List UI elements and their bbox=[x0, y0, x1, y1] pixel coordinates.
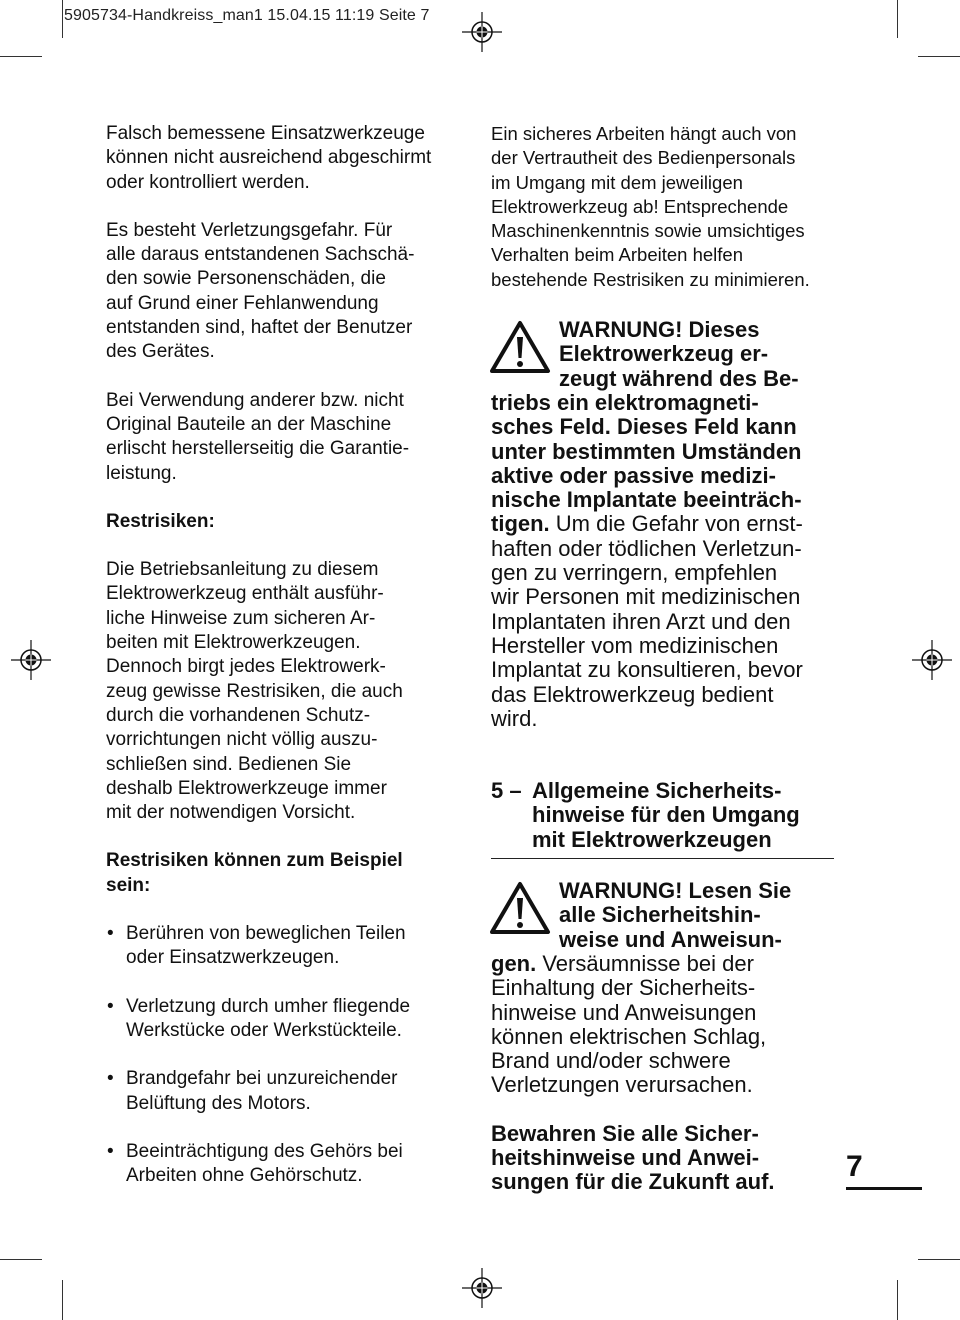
text-line: den sowie Personenschäden, die bbox=[106, 268, 386, 290]
text-line: sches Feld. Dieses Feld kann bbox=[491, 414, 797, 440]
section-heading bbox=[491, 779, 836, 852]
risk-list bbox=[106, 922, 466, 1188]
text-line: WARNUNG! Dieses bbox=[559, 317, 760, 343]
text-line: Verhalten beim Arbeiten helfen bbox=[491, 244, 743, 266]
text-line: Restrisiken können zum Beispiel bbox=[106, 850, 403, 872]
page-number: 7 bbox=[846, 1150, 863, 1183]
registration-mark-icon bbox=[462, 12, 502, 52]
text-line: Die Betriebsanleitung zu diesem bbox=[106, 559, 379, 581]
crop-mark bbox=[918, 56, 960, 57]
list-item bbox=[106, 1067, 466, 1116]
text-line: • Beeinträchtigung des Gehörs bei bbox=[126, 1140, 403, 1162]
text-line: alle daraus entstandenen Sachschä- bbox=[106, 244, 415, 266]
text-line: Ein sicheres Arbeiten hängt auch von bbox=[491, 123, 797, 144]
registration-mark-icon bbox=[462, 1268, 502, 1308]
heading-risk-examples bbox=[106, 849, 466, 898]
text-line bbox=[491, 512, 841, 536]
text-line: Dennoch birgt jedes Elektrowerk- bbox=[106, 656, 386, 678]
crop-mark bbox=[0, 1259, 42, 1260]
text-line: • Berühren von beweglichen Teilen bbox=[126, 923, 406, 945]
text-line: WARNUNG! Lesen Sie bbox=[559, 878, 792, 904]
list-item bbox=[106, 995, 466, 1044]
text-line: entstanden sind, haftet der Benutzer bbox=[106, 317, 413, 339]
crop-mark bbox=[897, 1280, 898, 1320]
text-line: zeug gewisse Restrisiken, die auch bbox=[106, 680, 403, 702]
text-line: Es besteht Verletzungsgefahr. Für bbox=[106, 219, 393, 241]
warning-read-instructions bbox=[491, 879, 841, 1098]
text-span: tigen. bbox=[491, 511, 550, 537]
text-line: heitshinweise und Anwei- bbox=[491, 1144, 760, 1170]
text-line: weise und Anweisun- bbox=[559, 926, 782, 952]
text-line: leistung. bbox=[106, 462, 177, 484]
registration-mark-icon bbox=[11, 640, 51, 680]
text-line: Maschinenkenntnis sowie umsichtiges bbox=[491, 220, 805, 242]
text-line: sein: bbox=[106, 874, 151, 896]
list-item bbox=[106, 1140, 466, 1189]
text-line: schließen sind. Bedienen Sie bbox=[106, 753, 352, 775]
page-number-rule bbox=[846, 1187, 922, 1190]
text-span: gen. bbox=[491, 950, 537, 976]
text-line: nische Implantate beeinträch- bbox=[491, 487, 802, 513]
text-line: erlischt herstellerseitig die Garantie- bbox=[106, 438, 410, 460]
text-line: mit Elektrowerkzeugen bbox=[532, 826, 772, 852]
text-line: des Gerätes. bbox=[106, 341, 215, 363]
text-line: im Umgang mit dem jeweiligen bbox=[491, 171, 743, 193]
text-line: Werkstücke oder Werkstückteile. bbox=[126, 1019, 402, 1041]
section-number: 5 – bbox=[491, 778, 522, 804]
crop-mark bbox=[0, 56, 42, 57]
section-title bbox=[532, 779, 800, 852]
list-item bbox=[106, 922, 466, 971]
text-line: • Verletzung durch umher fliegende bbox=[126, 995, 411, 1017]
text-line: triebs ein elektromagneti- bbox=[491, 389, 759, 415]
text-line: hinweise und Anweisungen bbox=[491, 999, 757, 1025]
text-line: liche Hinweise zum sicheren Ar- bbox=[106, 607, 376, 629]
crop-mark bbox=[62, 0, 63, 38]
text-line: aktive oder passive medizi- bbox=[491, 462, 776, 488]
crop-mark bbox=[897, 0, 898, 38]
closing-instruction bbox=[491, 1122, 836, 1195]
text-line: bestehende Restrisiken zu minimieren. bbox=[491, 268, 810, 290]
print-slug: 5905734-Handkreiss_man1 15.04.15 11:19 Seite 7 bbox=[64, 7, 430, 24]
text-line: Hersteller vom medizinischen bbox=[491, 632, 779, 658]
text-line: gen zu verringern, empfehlen bbox=[491, 560, 778, 586]
text-line: Elektrowerkzeug enthält ausführ- bbox=[106, 583, 384, 605]
text-line: alle Sicherheitshin- bbox=[559, 902, 761, 928]
text-line: unter bestimmten Umständen bbox=[491, 438, 802, 464]
text-line: Verletzungen verursachen. bbox=[491, 1072, 753, 1098]
warning-electromagnetic-field bbox=[491, 318, 841, 731]
text-line: durch die vorhandenen Schutz- bbox=[106, 704, 371, 726]
text-line: Einhaltung der Sicherheits- bbox=[491, 975, 756, 1001]
paragraph-insert-tools: Falsch bemessene Einsatzwerkzeuge können nicht ausreichend abgeschirmt oder kontrolliert werden. bbox=[106, 123, 432, 193]
paragraph-operating-manual bbox=[106, 558, 466, 825]
text-line: Elektrowerkzeug ab! Entsprechende bbox=[491, 195, 789, 217]
text-line: deshalb Elektrowerkzeuge immer bbox=[106, 777, 387, 799]
text-line: der Vertrautheit des Bedienpersonals bbox=[491, 147, 796, 169]
text-line: beiten mit Elektrowerkzeugen. bbox=[106, 632, 361, 654]
left-column bbox=[106, 122, 466, 1188]
text-line: Arbeiten ohne Gehörschutz. bbox=[126, 1165, 363, 1187]
text-line: hinweise für den Umgang bbox=[532, 802, 800, 828]
text-line bbox=[491, 952, 841, 976]
crop-mark bbox=[62, 1280, 63, 1320]
text-line: sungen für die Zukunft auf. bbox=[491, 1169, 775, 1195]
text-line: Elektrowerkzeug er- bbox=[559, 341, 769, 367]
text-line: das Elektrowerkzeug bedient bbox=[491, 681, 774, 707]
text-line: Implantat zu konsultieren, bevor bbox=[491, 657, 803, 683]
paragraph-warranty bbox=[106, 389, 466, 486]
text-line: Bewahren Sie alle Sicher- bbox=[491, 1120, 759, 1146]
text-line: Allgemeine Sicherheits- bbox=[532, 778, 782, 804]
text-line: Implantaten ihren Arzt und den bbox=[491, 608, 791, 634]
text-line: • Brandgefahr bei unzureichender bbox=[126, 1068, 398, 1090]
registration-mark-icon bbox=[912, 640, 952, 680]
text-line: oder Einsatzwerkzeugen. bbox=[126, 947, 340, 969]
text-line: zeugt während des Be- bbox=[559, 365, 799, 391]
text-line: Original Bauteile an der Maschine bbox=[106, 413, 392, 435]
text-line: können elektrischen Schlag, bbox=[491, 1023, 767, 1049]
text-span: Versäumnisse bei der bbox=[536, 950, 754, 976]
text-line: haften oder tödlichen Verletzun- bbox=[491, 535, 802, 561]
text-line: wir Personen mit medizinischen bbox=[491, 584, 801, 610]
text-line: vorrichtungen nicht völlig auszu- bbox=[106, 729, 378, 751]
text-line: Brand und/oder schwere bbox=[491, 1048, 731, 1074]
text-line: Bei Verwendung anderer bzw. nicht bbox=[106, 389, 404, 411]
warning-triangle-icon bbox=[489, 881, 551, 935]
crop-mark bbox=[918, 1259, 960, 1260]
text-line: Belüftung des Motors. bbox=[126, 1092, 311, 1114]
right-column bbox=[491, 122, 836, 1195]
paragraph-injury-risk bbox=[106, 219, 466, 365]
warning-triangle-icon bbox=[489, 320, 551, 374]
text-span: Um die Gefahr von ernst- bbox=[549, 511, 803, 537]
text-line: wird. bbox=[491, 705, 538, 731]
heading-residual-risks: Restrisiken: bbox=[106, 510, 215, 532]
paragraph-familiarity bbox=[491, 122, 836, 292]
text-line: auf Grund einer Fehlanwendung bbox=[106, 292, 379, 314]
text-line: mit der notwendigen Vorsicht. bbox=[106, 802, 356, 824]
